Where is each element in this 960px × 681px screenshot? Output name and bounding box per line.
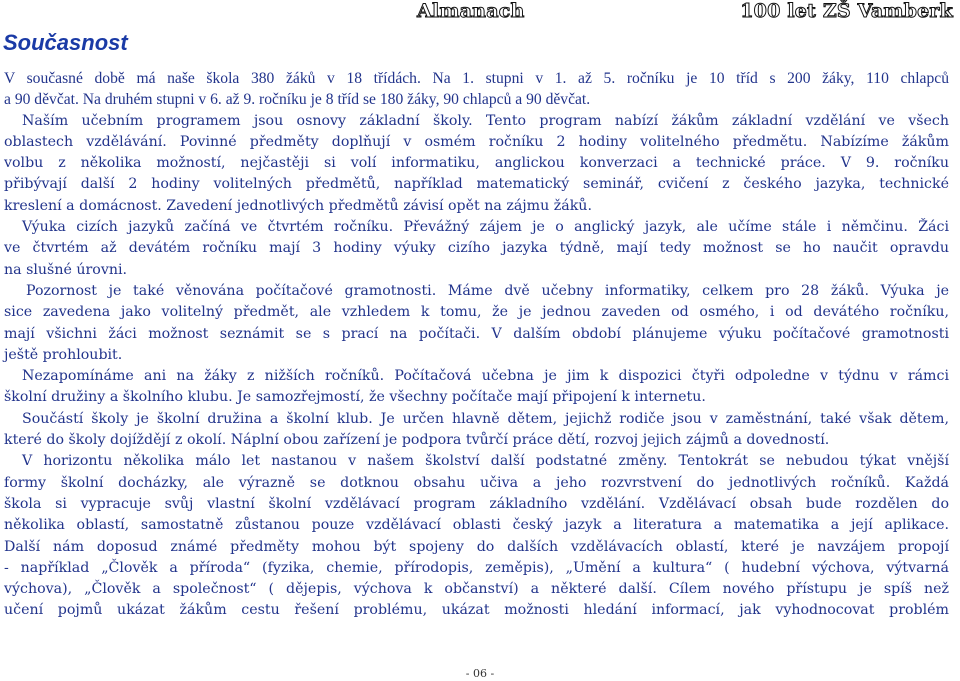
- text-line-19: V horizontu několika málo let nastanou v našem školství další podstatné změny. Tentokrát se nebudou týkat vnější: [22, 453, 949, 470]
- text-line-20: formy školní docházky, ale výrazně se dotknou obsahu učiva a jeho rozvrstvení do jednotlivých ročníků. Každá: [4, 474, 949, 491]
- text-line-14: ještě prohloubit.: [4, 346, 123, 363]
- text-line-24: - například „Člověk a příroda“ (fyzika, chemie, přírodopis, zeměpis), „Umění a kultura“ ( hudební výchova, výtvarná: [4, 559, 949, 576]
- text-line-13: mají všichni žáci možnost seznámit se s prací na počítači. V dalším období plánujeme výuku počítačové gramotnosti: [4, 325, 949, 342]
- text-line-8: Výuka cizích jazyků začíná ve čtvrtém ročníku. Převážný zájem je o anglický jazyk, ale učíme stále i němčinu. Žáci: [22, 219, 949, 236]
- text-line-17: Součástí školy je školní družina a školní klub. Je určen hlavně dětem, jejichž rodiče jsou v zaměstnání, také však dětem,: [22, 410, 949, 427]
- text-line-16: školní družiny a školního klubu. Je samozřejmostí, že všechny počítače mají připojení k internetu.: [4, 389, 706, 406]
- text-line-1: V současné době má naše škola 380 žáků v 18 třídách. Na 1. stupni v 1. až 5. ročníku je 10 tříd s 200 žáky, 110 chlapců: [4, 70, 949, 87]
- text-line-26: učení pojmů ukázat žákům cestu řešení problému, ukázat možnosti hledání informací, jak vyhodnocovat problém: [4, 602, 949, 619]
- text-line-7: kreslení a domácnost. Zavedení jednotlivých předmětů závisí opět na zájmu žáků.: [4, 197, 592, 214]
- text-line-5: volbu z několika možností, nejčastěji si volí informatiku, anglickou konverzaci a technické práce. V 9. ročníku: [4, 155, 949, 172]
- text-line-12: sice zavedena jako volitelný předmět, ale vzhledem k tomu, že je jednou zaveden od osmého, i od devátého ročníku,: [4, 304, 949, 321]
- text-line-6: přibývají další 2 hodiny volitelných předmětů, například matematický seminář, cvičení z českého jazyka, technické: [4, 176, 949, 193]
- running-header-almanach: Almanach: [417, 0, 525, 22]
- text-line-11: Pozornost je také věnována počítačové gramotnosti. Máme dvě učebny informatiky, celkem pro 28 žáků. Výuka je: [26, 282, 949, 299]
- text-line-18: které do školy dojíždějí z okolí. Náplní obou zařízení je podpora tvůrčí práce dětí, rozvoj jejich zájmů a dovedností.: [4, 432, 830, 449]
- text-line-21: škola si vypracuje svůj vlastní školní vzdělávací program základního vzdělání. Vzdělávací obsah bude rozdělen do: [4, 495, 949, 512]
- running-header-school-title: 100 let ZŠ Vamberk: [740, 0, 953, 22]
- text-line-10: na slušné úrovni.: [4, 261, 128, 278]
- text-line-25: výchova), „Člověk a společnost“ ( dějepis, výchova k občanství) a některé další. Cílem nového přístupu je spíš než: [4, 581, 949, 598]
- section-title: Současnost: [3, 30, 128, 55]
- text-line-9: ve čtvrtém až devátém ročníku mají 3 hodiny výuky cizího jazyka týdně, mají tedy možnost se ho naučit opravdu: [4, 240, 949, 257]
- text-line-23: Další nám doposud známé předměty mohou být spojeny do dalších vzdělávacích oblastí, které je navzájem propojí: [4, 538, 949, 555]
- text-line-22: několika oblastí, samostatně zůstanou pouze vzdělávací oblasti český jazyk a literatura a matematika a její aplikace.: [4, 517, 949, 534]
- text-line-4: oblastech vzdělávání. Povinné předměty doplňují v osmém ročníku 2 hodiny volitelného předmětu. Nabízíme žákům: [4, 133, 949, 150]
- text-line-2: a 90 děvčat. Na druhém stupni v 6. až 9. ročníku je 8 tříd se 180 žáky, 90 chlapců a 90 děvčat.: [4, 91, 591, 109]
- article-body: [4, 68, 949, 622]
- text-line-15: Nezapomínáme ani na žáky z nižších ročníků. Počítačová učebna je jim k dispozici čtyři odpoledne v týdnu v rámci: [22, 368, 949, 385]
- page-number: - 06 -: [465, 667, 495, 680]
- text-line-3: Naším učebním programem jsou osnovy základní školy. Tento program nabízí žákům základní vzdělání ve všech: [22, 112, 949, 129]
